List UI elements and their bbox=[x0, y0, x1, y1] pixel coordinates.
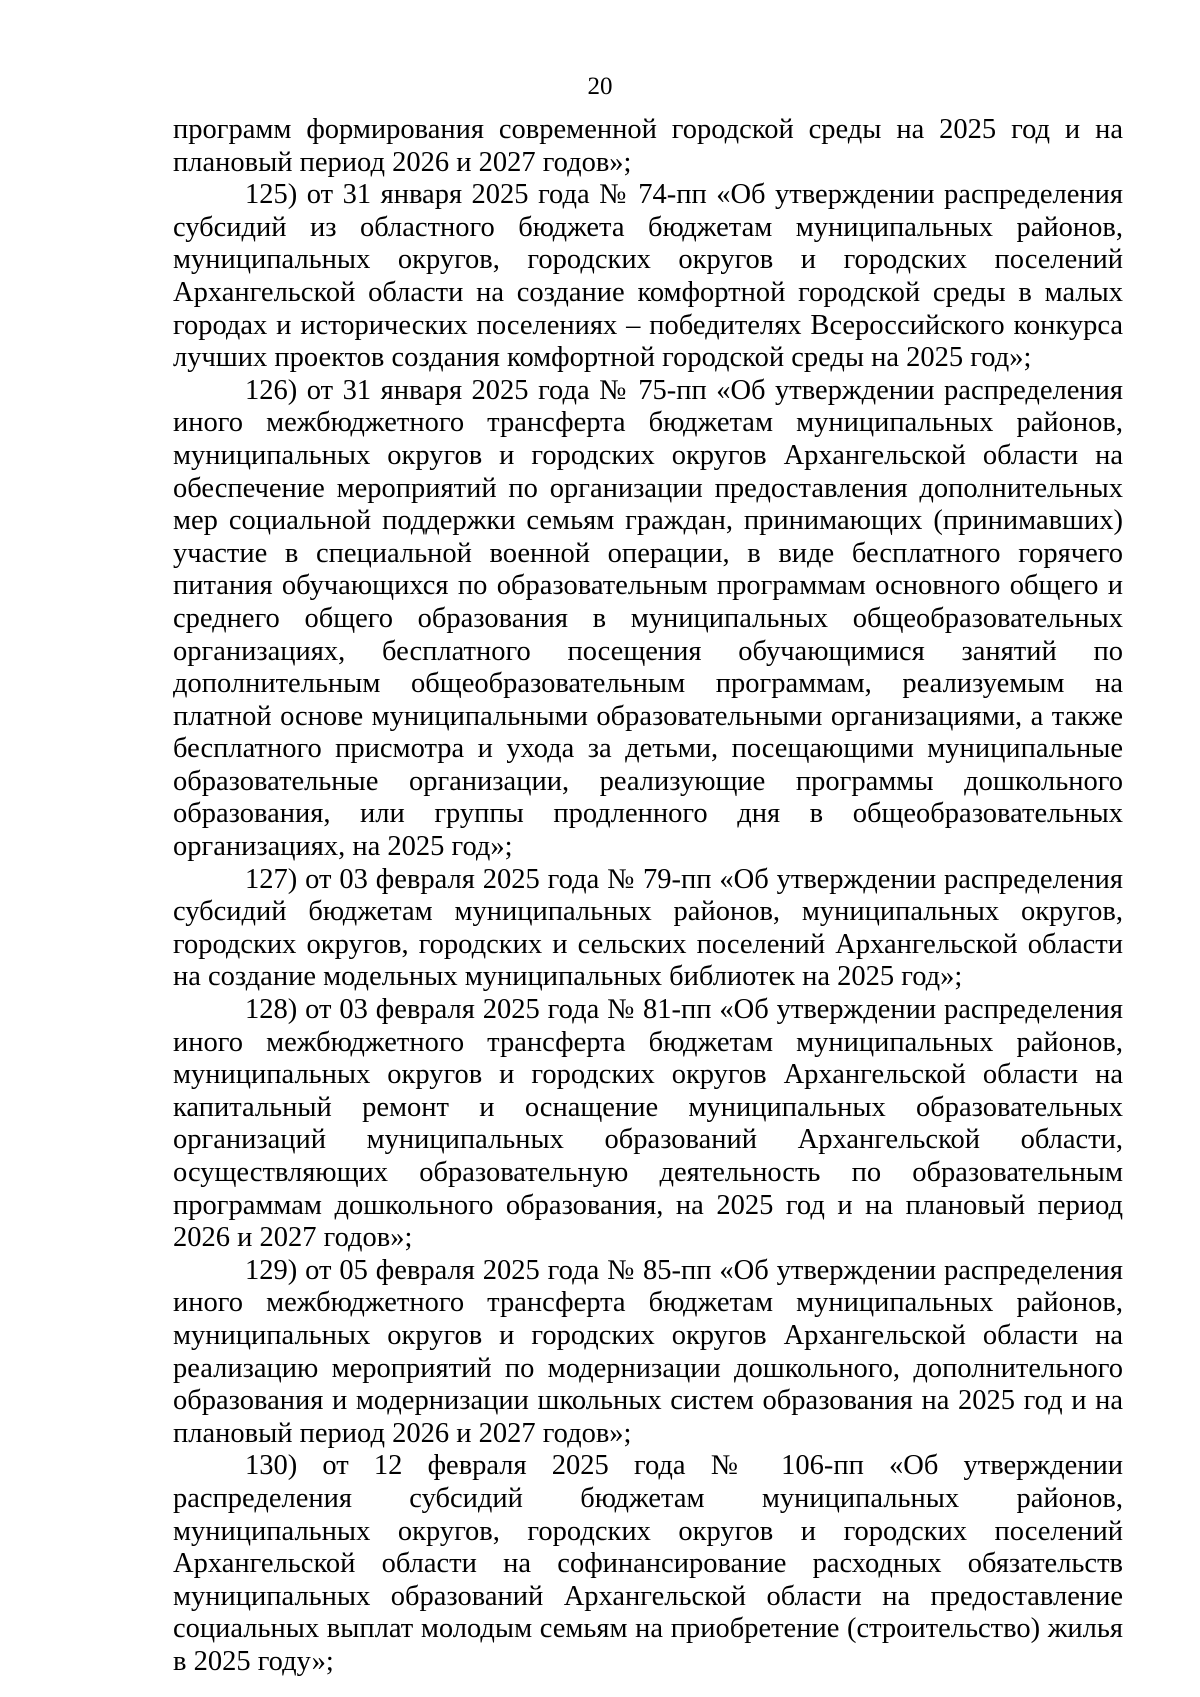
item-text: от 03 февраля 2025 года № 79-пп «Об утверждении распределения субсидий бюджетам муниципальных районов, муниципальных округов, городских округов, городских и сельских поселений Архангельской области на создание модельных муниципальных библиотек на 2025 год»; bbox=[173, 863, 1123, 993]
item-number: 125) bbox=[245, 179, 298, 211]
list-item bbox=[173, 864, 1123, 994]
item-text: от 03 февраля 2025 года № 81-пп «Об утверждении распределения иного межбюджетного трансферта бюджетам муниципальных районов, муниципальных округов и городских округов Архангельской области на капитальный ремонт и оснащение муниципальных образовательных организаций муниципальных образований Архангельской области, осуществляющих образовательную деятельность по образовательным программам дошкольного образования, на 2025 год и на плановый период 2026 и 2027 годов»; bbox=[173, 994, 1123, 1254]
list-item bbox=[173, 1450, 1123, 1678]
item-number: 129) bbox=[245, 1254, 298, 1286]
item-number: 127) bbox=[245, 863, 298, 895]
paragraph-continuation bbox=[173, 114, 1123, 179]
document-body bbox=[173, 114, 1123, 1679]
list-item bbox=[173, 179, 1123, 375]
item-number: 126) bbox=[245, 374, 298, 406]
item-text: от 05 февраля 2025 года № 85-пп «Об утверждении распределения иного межбюджетного трансферта бюджетам муниципальных районов, муниципальных округов и городских округов Архангельской области на реализацию мероприятий по модернизации дошкольного, дополнительного образования и модернизации школьных систем образования на 2025 год и на плановый период 2026 и 2027 годов»; bbox=[173, 1254, 1123, 1449]
list-item bbox=[173, 375, 1123, 864]
item-text: от 12 февраля 2025 года № 106-пп «Об утверждении распределения субсидий бюджетам муниципальных районов, муниципальных округов, городских округов и городских поселений Архангельской области на софинансирование расходных обязательств муниципальных образований Архангельской области на предоставление социальных выплат молодым семьям на приобретение (строительство) жилья в 2025 году»; bbox=[173, 1450, 1124, 1677]
list-item bbox=[173, 1255, 1123, 1451]
item-number: 128) bbox=[245, 994, 298, 1026]
paragraph-text: программ формирования современной городской среды на 2025 год и на плановый период 2026 и 2027 годов»; bbox=[173, 114, 1123, 178]
item-text: от 31 января 2025 года № 75-пп «Об утверждении распределения иного межбюджетного трансферта бюджетам муниципальных районов, муниципальных округов и городских округов Архангельской области на обеспечение мероприятий по организации предоставления дополнительных мер социальной поддержки семьям граждан, принимающих (принимавших) участие в специальной военной операции, в виде бесплатного горячего питания обучающихся по образовательным программам основного общего и среднего общего образования в муниципальных общеобразовательных организациях, бесплатного посещения обучающимися занятий по дополнительным общеобразовательным программам, реализуемым на платной основе муниципальными образовательными организациями, а также бесплатного присмотра и ухода за детьми, посещающими муниципальные образовательные организации, реализующие программы дошкольного образования, или группы продленного дня в общеобразовательных организациях, на 2025 год»; bbox=[173, 374, 1124, 863]
page-number: 20 bbox=[587, 73, 613, 100]
item-number: 130) bbox=[245, 1450, 298, 1482]
list-item bbox=[173, 994, 1123, 1255]
item-text: от 31 января 2025 года № 74-пп «Об утверждении распределения субсидий из областного бюджета бюджетам муниципальных районов, муниципальных округов, городских округов и городских поселений Архангельской области на создание комфортной городской среды в малых городах и исторических поселениях – победителях Всероссийского конкурса лучших проектов создания комфортной городской среды на 2025 год»; bbox=[173, 179, 1124, 374]
